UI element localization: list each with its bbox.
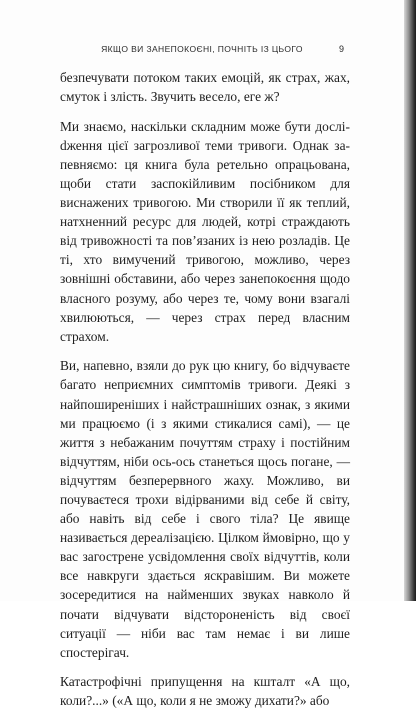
- paragraph: Ми знаємо, наскільки складним може бути досліdження цієї загрозливої теми тривоги. Однак запевняємо: ця книга була ретельно опрацьована, щоби стати заспокійливим посібником для виснажених тривогою. Ми створили її як теплий, натхненний ресурс для людей, котрі страждають від тривожності та пов’язаних із нею розладів. Це ті, хто вимучений тривогою, можливо, через зовнішні обставини, або через занепокоєння щодо власного розуму, або через те, чому вони взагалі хвилюються, — через страх перед власним страхом.: [60, 118, 350, 344]
- page-edge-shadow: [404, 0, 416, 601]
- running-title: ЯКЩО ВИ ЗАНЕПОКОЄНІ, ПОЧНІТЬ ІЗ ЦЬОГО: [101, 44, 303, 54]
- page-header: [0, 44, 404, 58]
- paragraph: безпечувати потоком таких емоцій, як страх, жах, смуток і злість. Звучить весело, еге ж?: [60, 70, 350, 105]
- paragraph: Катастрофічні припущення на кшталт «А що, коли?...» («А що, коли я не зможу дихати?» або: [60, 674, 350, 709]
- page-number: 9: [338, 44, 344, 54]
- body-text: [60, 68, 350, 711]
- paragraph: Ви, напевно, взяли до рук цю книгу, бо відчуваєте багато неприємних симптомів тривоги. Деякі з найпоширеніших і найстрашніших ознак, з якими ми працюємо (і з якими стикалися самі), — це життя з небажаним почуттям страху і постійним відчуттям, ніби ось-ось станеться щось погане, — відчуттям безперервного жаху. Можливо, ви почуваєтеся трохи відірваними від себе й світу, або навіть від себе і свого тіла? Це явище називається дереалізацією. Цілком ймовірно, що у вас загострене усвідомлення своїх відчуттів, коли все навкруги здається яскравішим. Ви можете зосередитися на найменших звуках навколо й почати відчувати відстороненість від своєї ситуації — ніби вас там немає і ви лише спостерігач.: [60, 358, 350, 660]
